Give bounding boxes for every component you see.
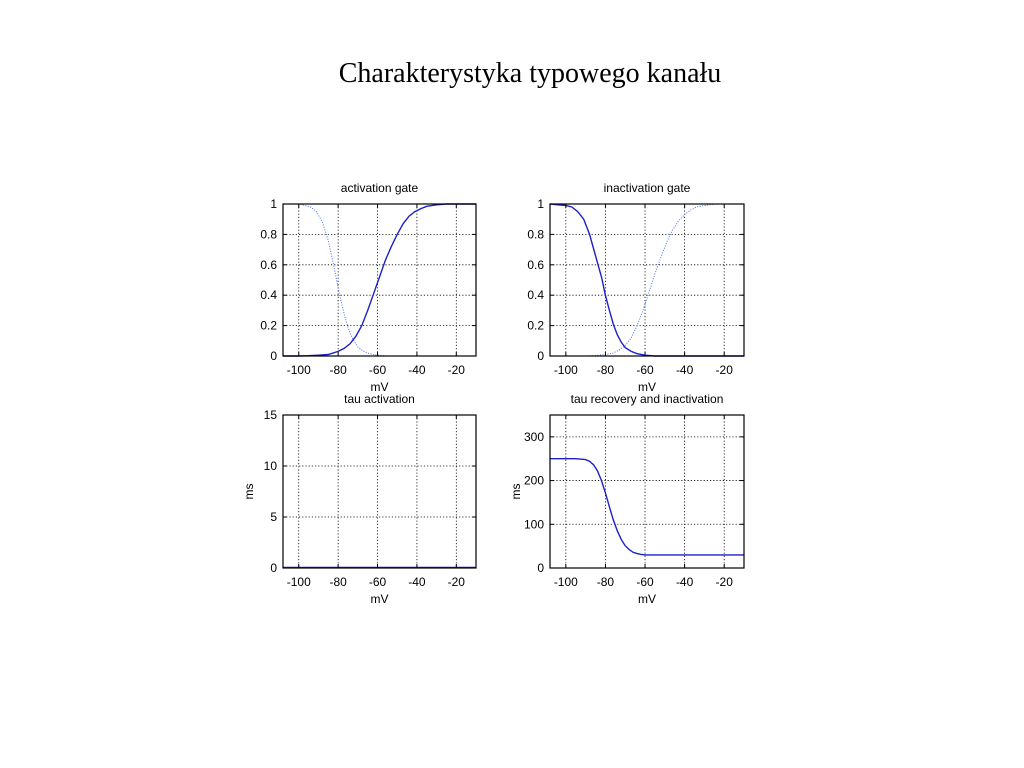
y-tick-label: 0.4 [527,288,544,303]
x-tick-label: -20 [715,575,733,589]
y-tick-label: 15 [263,408,277,422]
chart-1 [260,181,476,394]
y-tick-label: 0.2 [527,318,544,333]
x-tick-label: -60 [368,575,387,589]
x-tick-label: -40 [408,575,426,589]
x-tick-label: -80 [596,363,615,377]
x-axis-label: mV [370,592,389,606]
x-tick-label: -100 [553,575,578,589]
y-tick-label: 100 [523,517,544,532]
series-line-complement [550,204,744,356]
axes-frame [550,204,744,356]
y-tick-label: 0 [537,349,544,363]
y-tick-label: 1 [537,197,544,211]
x-tick-label: -80 [329,363,347,377]
y-tick-label: 200 [523,473,544,488]
series-line-activation [283,204,476,356]
axes-frame [550,415,744,568]
x-axis-label: mV [638,380,656,394]
x-tick-label: -60 [636,575,654,589]
x-tick-label: -60 [368,363,387,377]
x-axis-label: mV [638,592,656,606]
x-tick-label: -20 [447,363,465,377]
chart-2 [527,181,744,394]
x-axis-label: mV [370,380,389,394]
slide-title: Charakterystyka typowego kanału [338,58,722,89]
chart-title: activation gate [340,181,419,195]
x-tick-label: -100 [286,575,311,589]
y-tick-label: 0 [270,349,277,363]
y-tick-label: 0.8 [260,227,277,242]
chart-3 [242,392,476,606]
chart-title: tau activation [344,392,415,406]
x-tick-label: -100 [286,363,311,377]
x-tick-label: -40 [408,363,426,377]
y-tick-label: 0.8 [527,227,544,242]
y-tick-label: 300 [523,429,544,444]
axes-frame [283,204,476,356]
y-tick-label: 0.6 [260,257,277,272]
axes-frame [283,415,476,568]
x-tick-label: -80 [596,575,615,589]
y-axis-label: ms [242,483,256,500]
x-tick-label: -40 [675,575,694,589]
x-tick-label: -100 [553,363,578,377]
chart-4 [509,392,744,606]
x-tick-label: -20 [715,363,733,377]
chart-title: tau recovery and inactivation [570,392,724,406]
y-tick-label: 0.4 [260,288,277,303]
series-line-inactivation [550,204,744,356]
x-tick-label: -20 [447,575,465,589]
series-line-complement [283,204,476,356]
x-tick-label: -40 [675,363,694,377]
y-tick-label: 0.2 [260,318,277,333]
y-tick-label: 10 [263,459,277,473]
y-tick-label: 0.6 [527,257,544,272]
y-axis-label: ms [509,483,523,500]
y-tick-label: 0 [537,561,544,575]
x-tick-label: -60 [636,363,654,377]
y-tick-label: 0 [270,561,277,575]
chart-title: inactivation gate [603,181,691,195]
series-line-tau-inactivation [550,459,744,555]
y-tick-label: 1 [270,197,277,211]
x-tick-label: -80 [329,575,347,589]
y-tick-label: 5 [270,510,277,524]
